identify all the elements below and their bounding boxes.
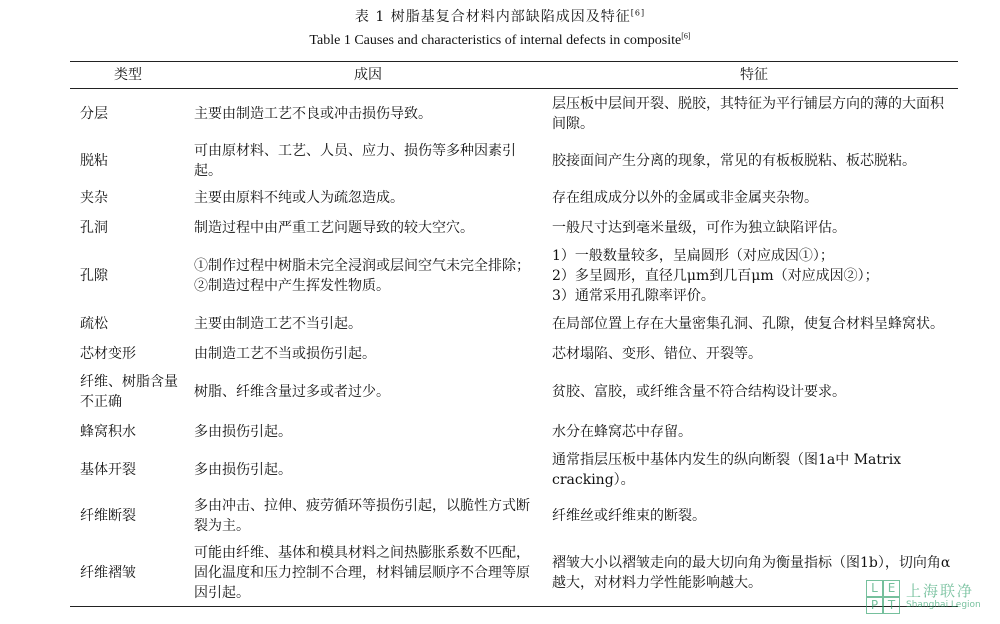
cell-feature: 在局部位置上存在大量密集孔洞、孔隙，使复合材料呈蜂窝状。 <box>552 315 944 332</box>
cell-feature: 褶皱大小以褶皱走向的最大切向角为衡量指标（图1b），切向角α越大，对材料力学性能影响越大。 <box>552 555 951 592</box>
table-row <box>70 309 958 339</box>
table-row <box>70 183 958 213</box>
table-row <box>70 243 958 309</box>
logo-letter: E <box>883 580 900 597</box>
table-row <box>70 339 958 369</box>
caption-en-ref: [6] <box>681 31 691 41</box>
table-row <box>70 139 958 183</box>
cell-type: 芯材变形 <box>80 345 136 362</box>
table-header-row <box>70 62 958 89</box>
cell-cause: 主要由原料不纯或人为疏忽造成。 <box>194 189 404 206</box>
feature-line: 3）通常采用孔隙率评价。 <box>552 287 715 304</box>
cell-cause: 可能由纤维、基体和模具材料之间热膨胀系数不匹配，固化温度和压力控制不合理，材料铺层顺序不合理等原因引起。 <box>194 545 530 602</box>
header-feature: 特征 <box>740 67 768 83</box>
cell-feature: 纤维丝或纤维束的断裂。 <box>552 507 706 524</box>
logo-letter: T <box>883 597 900 614</box>
header-type: 类型 <box>114 67 142 83</box>
cell-type: 疏松 <box>80 315 108 332</box>
table-row <box>70 449 958 491</box>
cell-cause: 多由损伤引起。 <box>194 461 292 478</box>
cell-cause: 树脂、纤维含量过多或者过少。 <box>194 383 390 400</box>
logo-letter: L <box>866 580 883 597</box>
cell-cause: 多由冲击、拉伸、疲劳循环等损伤引起，以脆性方式断裂为主。 <box>194 497 530 534</box>
cell-cause: 多由损伤引起。 <box>194 423 292 440</box>
watermark-zh: 上海联净 <box>906 582 975 600</box>
defects-table <box>70 61 958 607</box>
cell-feature: 水分在蜂窝芯中存留。 <box>552 423 692 440</box>
cell-type: 基体开裂 <box>80 461 136 478</box>
cell-feature: 芯材塌陷、变形、错位、开裂等。 <box>552 345 762 362</box>
table-caption-en <box>0 33 1000 49</box>
cell-type: 纤维、树脂含量不正确 <box>80 373 178 410</box>
cause-line: ①制作过程中树脂未完全浸润或层间空气未完全排除； <box>194 257 530 274</box>
cell-feature: 层压板中层间开裂、脱胶，其特征为平行铺层方向的薄的大面积间隙。 <box>552 95 944 132</box>
feature-line: 2）多呈圆形，直径几μm到几百μm（对应成因②）； <box>552 267 879 284</box>
table-row <box>70 491 958 541</box>
cell-feature: 一般尺寸达到毫米量级，可作为独立缺陷评估。 <box>552 219 846 236</box>
table-caption-zh <box>0 6 1000 26</box>
caption-en-text: Table 1 Causes and characteristics of internal defects in composite <box>309 33 682 48</box>
caption-zh-text: 表 1 树脂基复合材料内部缺陷成因及特征 <box>354 9 631 25</box>
cell-feature: 贫胶、富胶，或纤维含量不符合结构设计要求。 <box>552 383 846 400</box>
watermark-logo <box>866 580 996 616</box>
cell-type: 蜂窝积水 <box>80 423 136 440</box>
caption-zh-ref: [6] <box>630 8 646 18</box>
cell-type: 孔隙 <box>80 267 108 284</box>
table-row <box>70 541 958 607</box>
cell-cause: 主要由制造工艺不良或冲击损伤导致。 <box>194 105 432 122</box>
cell-cause: 制造过程中由严重工艺问题导致的较大空穴。 <box>194 219 474 236</box>
cell-feature: 通常指层压板中基体内发生的纵向断裂（图1a中 Matrix cracking）。 <box>552 451 902 488</box>
cell-feature: 存在组成成分以外的金属或非金属夹杂物。 <box>552 189 818 206</box>
cell-cause: 可由原材料、工艺、人员、应力、损伤等多种因素引起。 <box>194 142 516 179</box>
lept-logo-icon <box>866 580 900 614</box>
cell-type: 孔洞 <box>80 219 108 236</box>
table-row <box>70 415 958 449</box>
watermark-en: Shanghai Legion <box>906 600 981 610</box>
cell-type: 纤维褶皱 <box>80 565 136 582</box>
cell-cause: 主要由制造工艺不当引起。 <box>194 315 362 332</box>
table-row <box>70 89 958 139</box>
table-row <box>70 213 958 243</box>
cell-type: 脱粘 <box>80 152 108 169</box>
cell-feature <box>550 243 958 309</box>
header-cause: 成因 <box>354 67 382 83</box>
table-row <box>70 369 958 415</box>
feature-line: 1）一般数量较多，呈扁圆形（对应成因①）； <box>552 247 834 264</box>
cell-type: 夹杂 <box>80 189 108 206</box>
cell-cause: 由制造工艺不当或损伤引起。 <box>194 345 376 362</box>
logo-letter: P <box>866 597 883 614</box>
cell-type: 分层 <box>80 105 108 122</box>
cell-feature: 胶接面间产生分离的现象，常见的有板板脱粘、板芯脱粘。 <box>552 152 916 169</box>
cell-type: 纤维断裂 <box>80 507 136 524</box>
cause-line: ②制造过程中产生挥发性物质。 <box>194 277 390 294</box>
cell-cause <box>186 243 550 309</box>
